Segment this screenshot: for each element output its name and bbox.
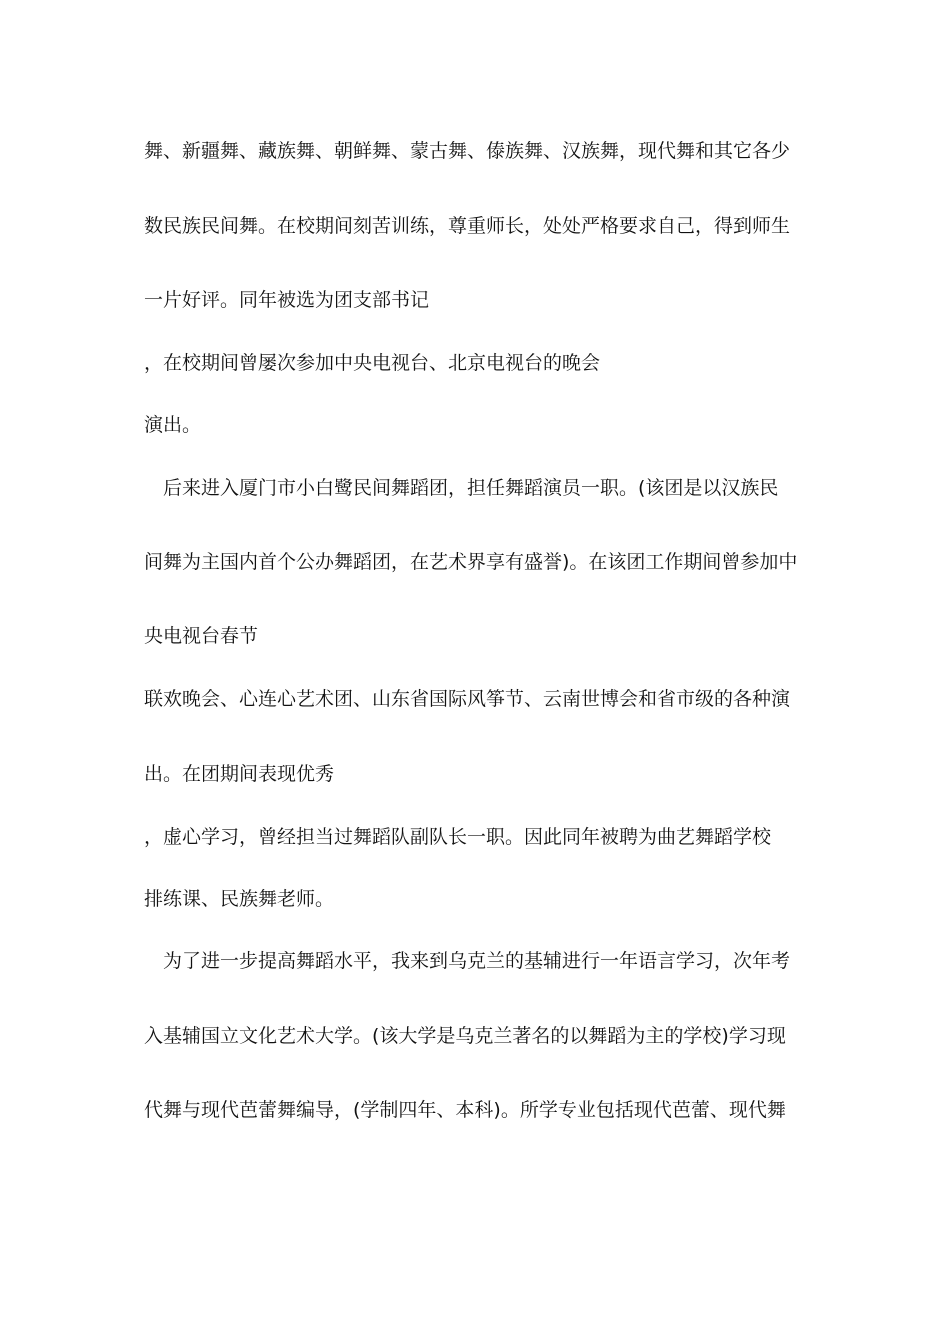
text-line-5: 演出。: [144, 414, 202, 436]
text-line-14: 入基辅国立文化艺术大学。(该大学是乌克兰著名的以舞蹈为主的学校)学习现: [144, 1025, 786, 1047]
text-line-1: 舞、新疆舞、藏族舞、朝鲜舞、蒙古舞、傣族舞、汉族舞，现代舞和其它各少: [144, 140, 791, 162]
text-line-3: 一片好评。同年被选为团支部书记: [144, 289, 430, 311]
text-line-9: 联欢晚会、心连心艺术团、山东省国际风筝节、云南世博会和省市级的各种演: [144, 688, 791, 710]
text-line-13: 为了进一步提高舞蹈水平，我来到乌克兰的基辅进行一年语言学习，次年考: [144, 950, 791, 972]
text-line-8: 央电视台春节: [144, 625, 259, 647]
text-line-4: ，在校期间曾屡次参加中央电视台、北京电视台的晚会: [144, 352, 601, 374]
text-line-11: ，虚心学习，曾经担当过舞蹈队副队长一职。因此同年被聘为曲艺舞蹈学校: [144, 826, 772, 848]
text-line-12: 排练课、民族舞老师。: [144, 888, 335, 910]
text-line-7: 间舞为主国内首个公办舞蹈团，在艺术界享有盛誉)。在该团工作期间曾参加中: [144, 551, 798, 573]
text-line-15: 代舞与现代芭蕾舞编导，(学制四年、本科)。所学专业包括现代芭蕾、现代舞: [144, 1099, 786, 1121]
text-line-2: 数民族民间舞。在校期间刻苦训练，尊重师长，处处严格要求自己，得到师生: [144, 215, 791, 237]
text-line-6: 后来进入厦门市小白鹭民间舞蹈团，担任舞蹈演员一职。(该团是以汉族民: [144, 477, 779, 499]
text-line-10: 出。在团期间表现优秀: [144, 763, 335, 785]
